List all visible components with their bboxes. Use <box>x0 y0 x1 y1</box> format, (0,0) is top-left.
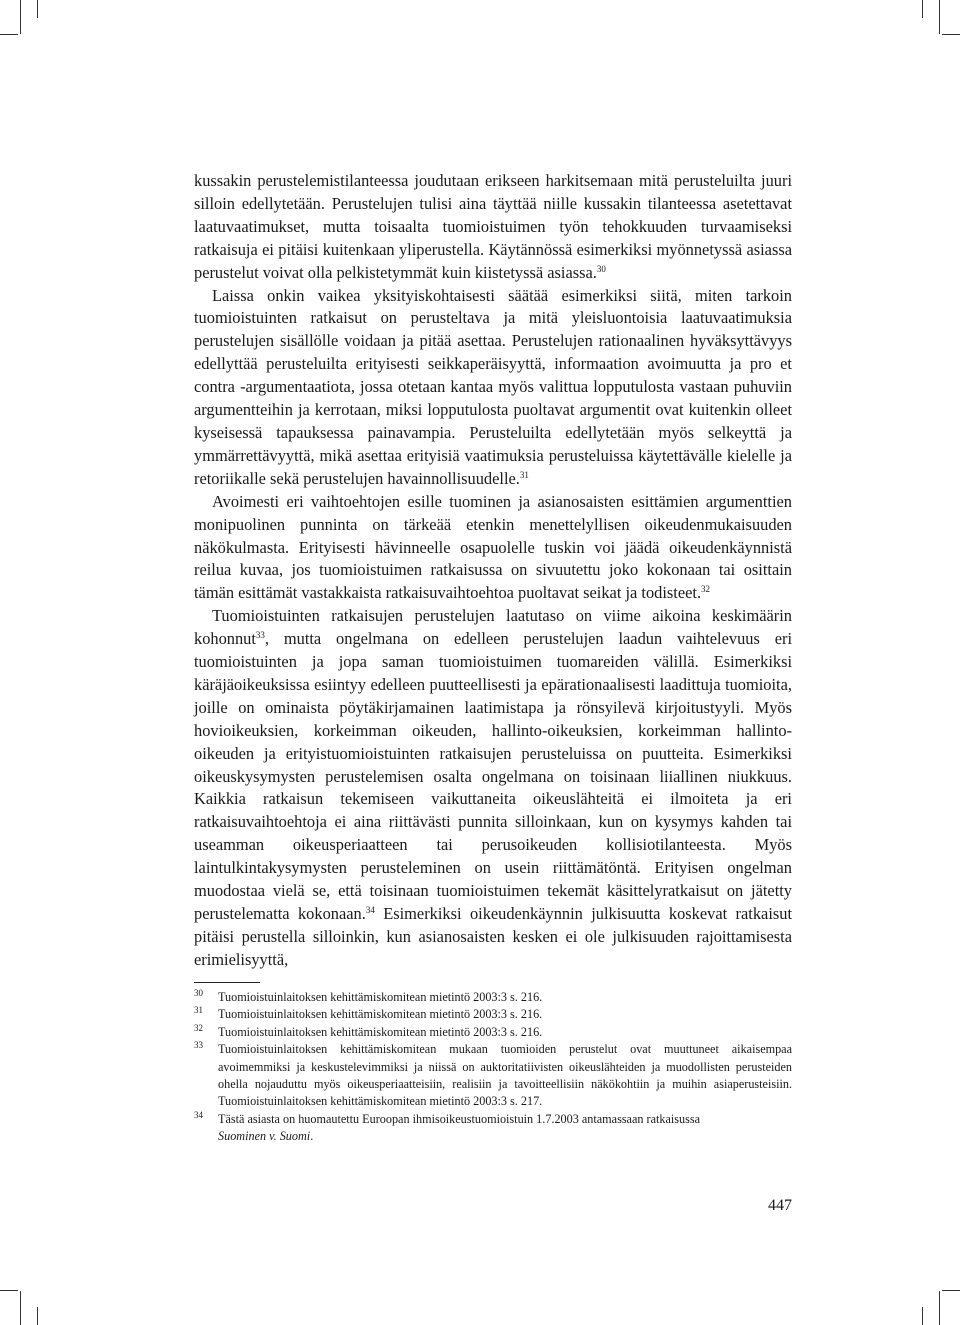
footnote-number: 30 <box>194 988 203 998</box>
body-text <box>194 170 792 972</box>
footnote-31 <box>194 1006 792 1023</box>
paragraph-3: Avoimesti eri vaihtoehtojen esille tuominen ja asianosaisten esittämien argumenttien monipuolinen punninta on tärkeää etenkin menettelyllisen oikeudenmukaisuuden näkökulmasta. Erityisesti hävinneelle osapuolelle tuskin voi jäädä oikeudenkäynnistä reilua kuvaa, jos tuomioistuimen ratkaisussa on sivuutettu joko kokonaan tai osittain tämän esittämät vastakkaista ratkaisuvaihtoehtoa puoltavat seikat ja todisteet.$^{32}$ <box>194 491 792 603</box>
page-number: 447 <box>768 1197 792 1214</box>
footnote-divider <box>194 982 260 983</box>
paragraph-4: Tuomioistuinten ratkaisujen perustelujen laatutaso on viime aikoina keskimäärin kohonnut$^{33}$, mutta ongelmana on edelleen perustelujen laadun vaihtelevuus eri tuomioistuinten ja jopa saman tuomioistuimen tuomareiden välillä. Esimerkiksi käräjäoikeuksissa esiintyy edelleen puutteellisesti ja epärationaalisesti laadittuja tuomioita, joille on ominaista pöytäkirjamainen laatimistapa ja rönsyilevä kirjoitustyyli. Myös hovioikeuksien, korkeimman oikeuden, hallinto-oikeuksien, korkeimman hallinto-oikeuden ja erityistuomioistuinten ratkaisujen perusteluissa on puutteita. Esimerkiksi oikeuskysymysten perustelemisen osalta ongelmana on toisinaan liiallinen niukkuus. Kaikkia ratkaisun tekemiseen vaikuttaneita oikeuslähteitä ei ilmoiteta ja eri ratkaisuvaihtoehtoja ei aina riittävästi punnita silloinkaan, kun on kysymys kahden tai useamman oikeusperiaatteen tai perusoikeuden kollisiotilanteesta. Myös laintulkintakysymysten perusteleminen on usein riittämätöntä. Erityisen ongelman muodostaa vielä se, että toisinaan tuomioistuimen tekemät käsittelyratkaisut on jätetty perustelematta kokonaan.$^{34}$ Esimerkiksi oikeudenkäynnin julkisuutta koskevat ratkaisut pitäisi perustella silloinkin, kun asianosaisten kesken ei ole julkisuuden rajoittamisesta erimielisyyttä, <box>194 606 792 969</box>
paragraph-1: kussakin perustelemistilanteessa joudutaan erikseen harkitsemaan mitä perusteluilta juuri silloin edellytetään. Perustelujen tulisi aina täyttää niille kussakin tilanteessa asetettavat laatuvaatimukset, mutta toisaalta tuomioistuimen työn tehokkuuden turvaamiseksi ratkaisuja ei pitäisi kuitenkaan yliperustella. Käytännössä esimerkiksi myönnetyssä asiassa perustelut voivat olla pelkistetymmät kuin kiistetyssä asiassa.$^{30}$ <box>194 171 792 282</box>
crop-mark-top-left-v2 <box>37 0 38 18</box>
crop-mark-top-right-v2 <box>922 0 923 18</box>
case-name: Suominen v. Suomi <box>218 1129 311 1144</box>
footnote-33 <box>194 1041 792 1111</box>
footnotes <box>194 989 792 1146</box>
footnote-number: 33 <box>194 1040 203 1051</box>
footnote-30 <box>194 989 792 1006</box>
crop-mark-top-right-v <box>939 0 940 34</box>
footnote-ref-30[interactable]: 30 <box>596 263 606 274</box>
crop-mark-bottom-left-h <box>0 1290 18 1291</box>
footnote-ref-33[interactable]: 33 <box>255 630 265 641</box>
paragraph-2: Laissa onkin vaikea yksityiskohtaisesti säätää esimerkiksi siitä, miten tarkoin tuomioistuinten ratkaisut on perusteltava ja mitä yleisluontoisia laatuvaatimuksia perustelujen sisällölle voidaan ja pitää asettaa. Perustelujen rationaalinen hyväksyttävyys edellyttää perusteluilta erityisesti seikkaperäisyyttä, informaation avoimuutta ja pro et contra -argumentaatiota, jossa otetaan kantaa myös valittua lopputulosta vastaan puhuviin argumentteihin ja kerrotaan, miksi lopputulosta puoltavat argumentit ovat kuitenkin olleet kyseisessä tapauksessa painavampia. Perusteluilta edellytetään myös selkeyttä ja ymmärrettävyyttä, mikä asettaa erityisiä vaatimuksia perusteluissa käytettävälle kielelle ja retoriikalle sekä perustelujen havainnollisuudelle.$^{31}$ <box>194 285 792 488</box>
crop-mark-bottom-right-h <box>942 1290 960 1291</box>
footnote-ref-31[interactable]: 31 <box>519 469 529 480</box>
footnote-text: Tästä asiasta on huomautettu Euroopan ihmisoikeustuomioistuin 1.7.2003 antamassaan ratkaisussa Suominen v. Suomi. <box>218 1111 700 1144</box>
footnote-number: 34 <box>194 1109 203 1120</box>
crop-mark-bottom-left-v2 <box>37 1307 38 1325</box>
crop-mark-top-left-h <box>0 34 18 35</box>
footnote-number: 31 <box>194 1005 203 1016</box>
footnote-ref-34[interactable]: 34 <box>365 905 375 915</box>
footnote-34 <box>194 1111 792 1146</box>
footnote-text: Tuomioistuinlaitoksen kehittämiskomitean mietintö 2003:3 s. 216. <box>218 990 543 1004</box>
crop-mark-bottom-right-v2 <box>922 1307 923 1325</box>
footnote-text: Tuomioistuinlaitoksen kehittämiskomitean mietintö 2003:3 s. 216. <box>218 1007 543 1022</box>
crop-mark-bottom-right-v <box>939 1291 940 1325</box>
crop-mark-bottom-left-v <box>20 1291 21 1325</box>
footnote-32 <box>194 1024 792 1041</box>
footnote-text: Tuomioistuinlaitoksen kehittämiskomitean mukaan tuomioiden perustelut ovat muuttuneet aikaisempaa avoimemmiksi ja keskustelevimmiksi ja niissä on auktoritatiivisten oikeuslähteiden ja muodollisten perusteiden ohella nojauduttu myös oikeusperiaatteisiin, realisiin ja tavoitteellisiin näkökohtiin ja muihin asiaperusteisiin. Tuomioistuinlaitoksen kehittämiskomitean mietintö 2003:3 s. 217. <box>218 1042 792 1109</box>
footnote-number: 32 <box>194 1022 203 1033</box>
footnote-ref-32[interactable]: 32 <box>701 584 711 595</box>
crop-mark-top-left-v <box>20 0 21 34</box>
crop-mark-top-right-h <box>942 34 960 35</box>
footnote-text: Tuomioistuinlaitoksen kehittämiskomitean mietintö 2003:3 s. 216. <box>218 1024 543 1039</box>
